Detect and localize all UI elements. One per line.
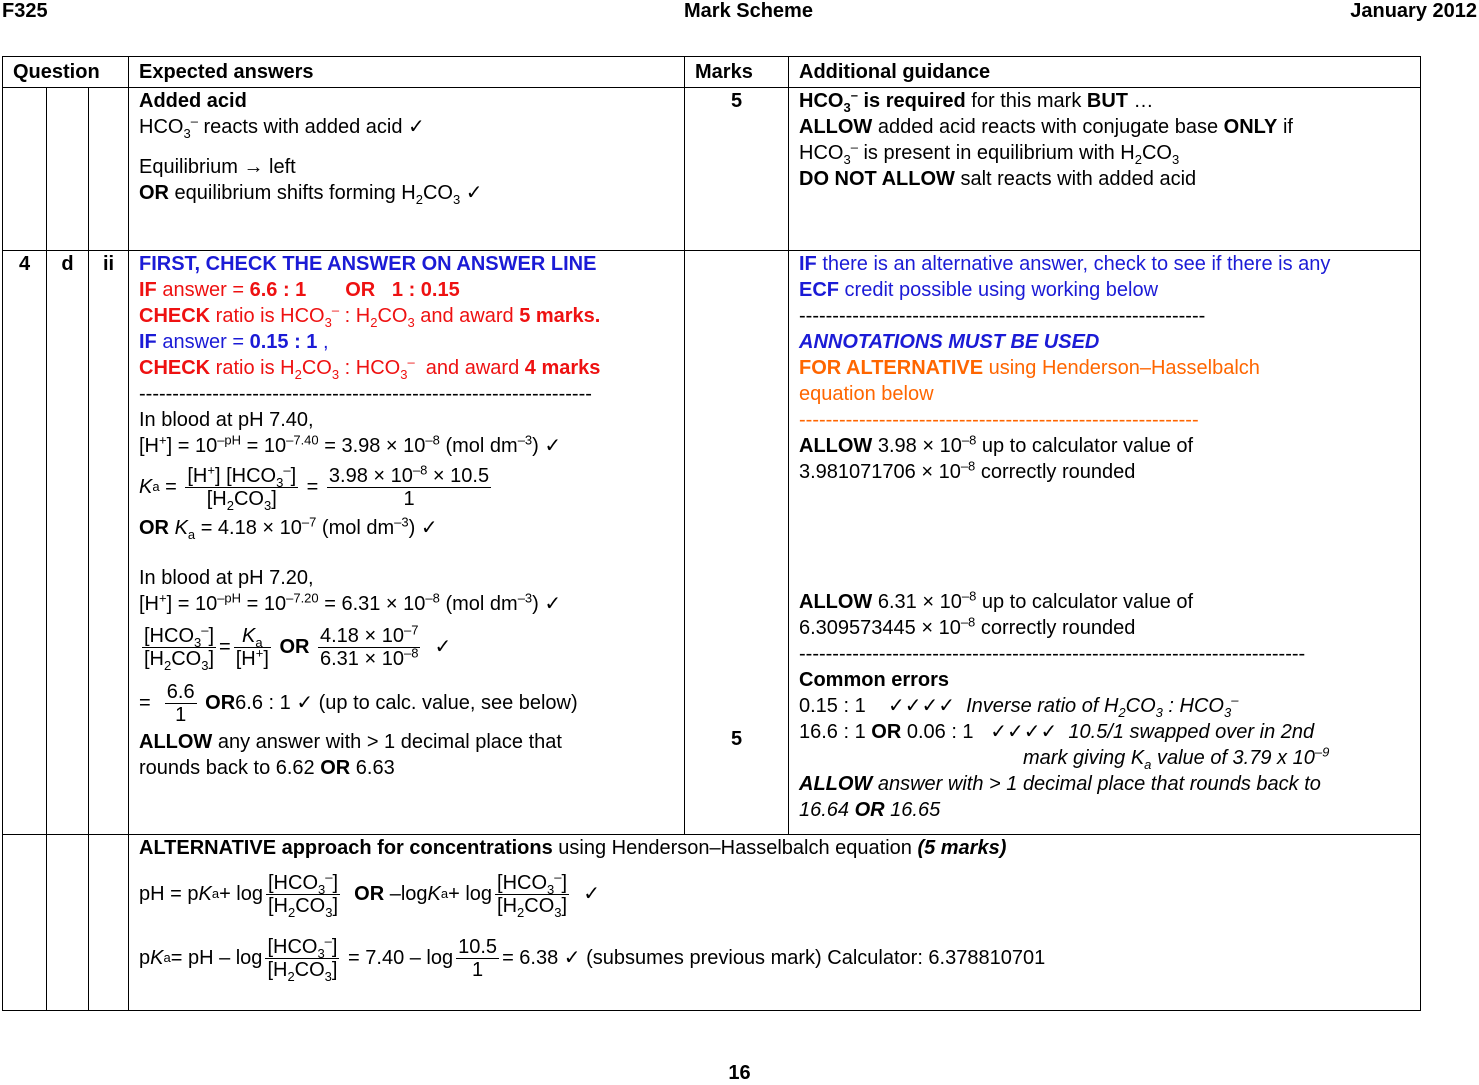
- answer-line: FIRST, CHECK THE ANSWER ON ANSWER LINE: [139, 253, 597, 275]
- answer-result: = 6.6 1 OR 6.6 : 1 ✓ (up to calc. value, see below): [139, 680, 578, 726]
- answer-line: OR $K_a = 4.18 \times 10^{-7}$ (mol $dm^{-3}$) ✓: [139, 514, 438, 542]
- guidance-line: $3.981071706 \times 10^{-8}$ correctly rounded: [799, 458, 1136, 483]
- ka-expression: K a = [H+] $[HCO_3^-]$ $[H_2CO_3]$ = $3.98 \times 10^{-8} \times 10.5$ 1: [139, 461, 490, 513]
- table-row: [3, 251, 1421, 835]
- question-part-cell: [47, 835, 89, 1011]
- document-title: Mark Scheme: [684, 0, 813, 22]
- guidance-line: ALLOW $3.98 \times 10^{-8}$ up to calculator value of: [799, 432, 1194, 457]
- page-number: 16: [728, 1062, 751, 1084]
- paper-code: F325: [2, 0, 48, 22]
- question-number-cell: 4: [3, 251, 47, 835]
- common-errors-heading: Common errors: [799, 669, 950, 691]
- separator: ------------------------------------------------------------: [799, 409, 1199, 431]
- marks-cell: 5: [685, 88, 789, 251]
- ratio-expression: $[HCO_3^-]$ $[H_2CO_3]$ = $K_a$ [H+] OR $4.18 \times 10^{-7}$ $6.31 \times 10^{-8}$ ✓: [144, 621, 452, 673]
- exam-date: January 2012: [1350, 0, 1477, 22]
- guidance-line: $HCO_3^-$ is present in equilibrium with $H_2CO_3$: [799, 139, 1180, 167]
- answer-line: Equilibrium → left: [139, 156, 296, 178]
- answer-line: rounds back to 6.62 OR 6.63: [139, 757, 395, 779]
- guidance-line: ALLOW $6.31 \times 10^{-8}$ up to calculator value of: [799, 588, 1194, 613]
- guidance-cell: [789, 251, 1421, 835]
- answer-line: In blood at pH 7.40,: [139, 409, 314, 431]
- guidance-cell: [789, 88, 1421, 251]
- pka-calculation: p K a = pH – log $[HCO_3^-]$ $[H_2CO_3]$ = 7.40 – log $\frac{10.5}{1}$ = 6.38 ✓ (subsumes previous mark) Calculator: 6.378810701: [139, 932, 1046, 984]
- expected-answer-cell: [129, 88, 685, 251]
- question-number-cell: [3, 88, 47, 251]
- guidance-header: Additional guidance: [789, 57, 1421, 88]
- table-row: [3, 835, 1421, 1011]
- answer-line: IF answer = 6.6 : 1 OR 1 : 0.15: [139, 279, 460, 301]
- answer-line: In blood at pH 7.20,: [139, 567, 314, 589]
- question-subpart-cell: ii: [89, 251, 129, 835]
- question-part-cell: [47, 88, 89, 251]
- answer-line: $HCO_3^-$ reacts with added acid ✓: [139, 113, 425, 141]
- answers-header: Expected answers: [129, 57, 685, 88]
- guidance-line: ALLOW added acid reacts with conjugate base ONLY if: [799, 116, 1293, 138]
- answer-line: OR equilibrium shifts forming $H_2CO_3$ ✓: [139, 182, 483, 207]
- answer-line: IF answer = 0.15 : 1 ,: [139, 331, 329, 353]
- guidance-line: ALLOW answer with > 1 decimal place that rounds back to: [799, 773, 1321, 795]
- guidance-line: $HCO_3^-$ is required for this mark BUT …: [799, 87, 1154, 115]
- guidance-line: ANNOTATIONS MUST BE USED: [799, 331, 1100, 353]
- guidance-line: 16.6 : 1 OR 0.06 : 1 ✓✓✓✓ 10.5/1 swapped over in 2nd: [799, 721, 1315, 743]
- alternative-heading: ALTERNATIVE approach for concentrations using Henderson–Hasselbalch equation (5 marks): [139, 837, 1007, 859]
- henderson-equation: pH = p K a + log $[HCO_3^-]$ $[H_2CO_3]$ OR –log K a + log $[HCO_3^-]$ $[H_2CO_3]$ ✓: [139, 868, 600, 920]
- marks-cell: 5: [685, 251, 789, 835]
- answer-line: CHECK ratio is $H_2CO_3$ : $HCO_3^-$ and award 4 marks: [139, 354, 601, 382]
- answer-line: CHECK ratio is $HCO_3^-$ : $H_2CO_3$ and award 5 marks.: [139, 302, 601, 330]
- separator: ----------------------------------------------------------------------------: [799, 643, 1306, 665]
- expected-answer-cell: [129, 251, 685, 835]
- table-row: [3, 88, 1421, 251]
- guidance-line: 16.64 OR 16.65: [799, 799, 941, 821]
- header-row: [3, 57, 1421, 88]
- separator: -------------------------------------------------------------: [799, 305, 1206, 327]
- guidance-line: equation below: [799, 383, 934, 405]
- answer-line: $[H^+] = 10^{-pH} = 10^{-7.40} = 3.98 \times 10^{-8}$ (mol $dm^{-3}$) ✓: [139, 432, 562, 457]
- guidance-line: 0.15 : 1 ✓✓✓✓ Inverse ratio of $H_2CO_3$ : $HCO_3^-$: [799, 692, 1239, 720]
- guidance-line: IF there is an alternative answer, check to see if there is any: [799, 253, 1331, 275]
- guidance-line: FOR ALTERNATIVE using Henderson–Hasselbalch: [799, 357, 1260, 379]
- alternative-approach-cell: [129, 835, 1421, 1011]
- answer-line: ALLOW any answer with > 1 decimal place that: [139, 731, 562, 753]
- mark-scheme-table: [2, 56, 1421, 1011]
- guidance-line: mark giving $K_a$ value of 3.79 x $10^{-9}$: [1023, 744, 1330, 772]
- question-part-cell: d: [47, 251, 89, 835]
- question-header: Question: [3, 57, 129, 88]
- answer-line: $[H^+] = 10^{-pH} = 10^{-7.20} = 6.31 \times 10^{-8}$ (mol $dm^{-3}$) ✓: [139, 590, 562, 615]
- guidance-line: ECF credit possible using working below: [799, 279, 1159, 301]
- question-subpart-cell: [89, 835, 129, 1011]
- separator: --------------------------------------------------------------------: [139, 383, 592, 405]
- guidance-line: $6.309573445 \times 10^{-8}$ correctly rounded: [799, 614, 1136, 639]
- added-acid-heading: Added acid: [139, 90, 247, 112]
- question-number-cell: [3, 835, 47, 1011]
- marks-header: Marks: [685, 57, 789, 88]
- guidance-line: DO NOT ALLOW salt reacts with added acid: [799, 168, 1197, 190]
- question-subpart-cell: [89, 88, 129, 251]
